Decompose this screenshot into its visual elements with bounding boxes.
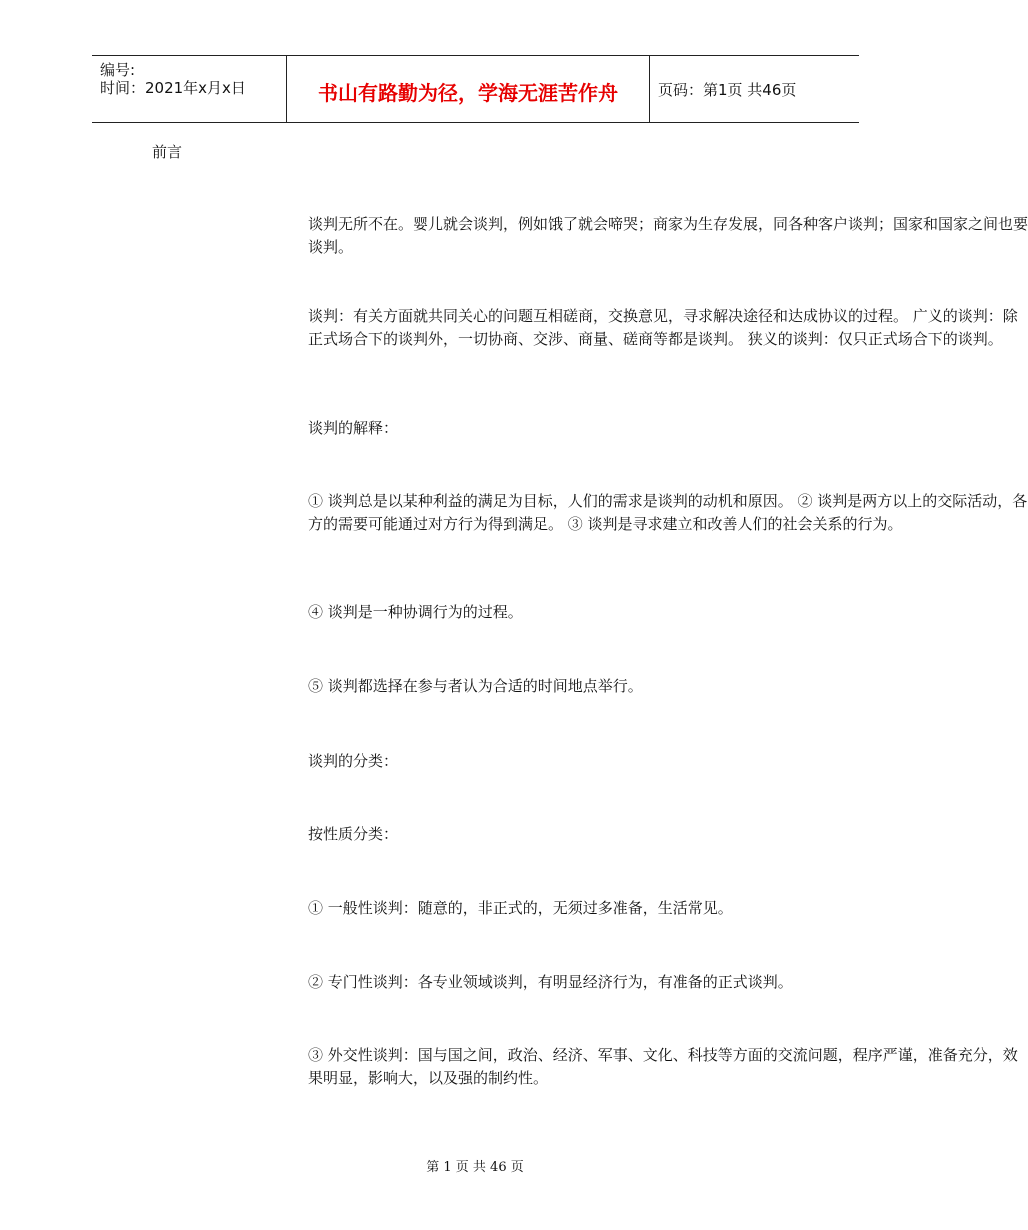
paragraph-4: ① 谈判总是以某种利益的满足为目标，人们的需求是谈判的动机和原因。 ② 谈判是两方以上的交际活动，各方的需要可能通过对方行为得到满足。 ③ 谈判是寻求建立和改善人们的社会关系的行为。: [308, 492, 1028, 533]
paragraph-5: ④ 谈判是一种协调行为的过程。: [308, 603, 523, 621]
page-header: [92, 55, 859, 123]
document-time-label: 时间：2021年x月x日: [100, 79, 246, 97]
paragraph-9: ① 一般性谈判：随意的，非正式的，无须过多准备，生活常见。: [308, 899, 733, 917]
paragraph-11: ③ 外交性谈判：国与国之间，政治、经济、军事、文化、科技等方面的交流问题，程序严谨，准备充分，效果明显，影响大，以及强的制约性。: [308, 1046, 1018, 1087]
preface-heading: 前言: [152, 143, 183, 161]
paragraph-6: ⑤ 谈判都选择在参与者认为合适的时间地点举行。: [308, 677, 643, 695]
paragraph-7: 谈判的分类：: [308, 752, 399, 770]
header-page-number: 页码：第1页 共46页: [658, 81, 797, 99]
paragraph-8: 按性质分类：: [308, 825, 399, 843]
motto-text: 书山有路勤为径，学海无涯苦作舟: [318, 81, 618, 105]
paragraph-10: ② 专门性谈判：各专业领域谈判，有明显经济行为，有准备的正式谈判。: [308, 973, 793, 991]
paragraph-2: 谈判：有关方面就共同关心的问题互相磋商，交换意见，寻求解决途径和达成协议的过程。 广义的谈判：除正式场合下的谈判外，一切协商、交涉、商量、磋商等都是谈判。 狭义的谈判：仅只正式场合下的谈判。: [308, 307, 1018, 348]
paragraph-3: 谈判的解释：: [308, 419, 399, 437]
document-number-label: 编号:: [100, 61, 136, 79]
paragraph-1: 谈判无所不在。婴儿就会谈判，例如饿了就会啼哭；商家为生存发展，同各种客户谈判；国家和国家之间也要谈判。: [308, 215, 1028, 256]
header-motto-cell: [287, 56, 650, 122]
header-page-cell: [650, 56, 859, 122]
page-footer: 第 1 页 共 46 页: [426, 1160, 524, 1175]
header-info-cell: [92, 56, 287, 122]
